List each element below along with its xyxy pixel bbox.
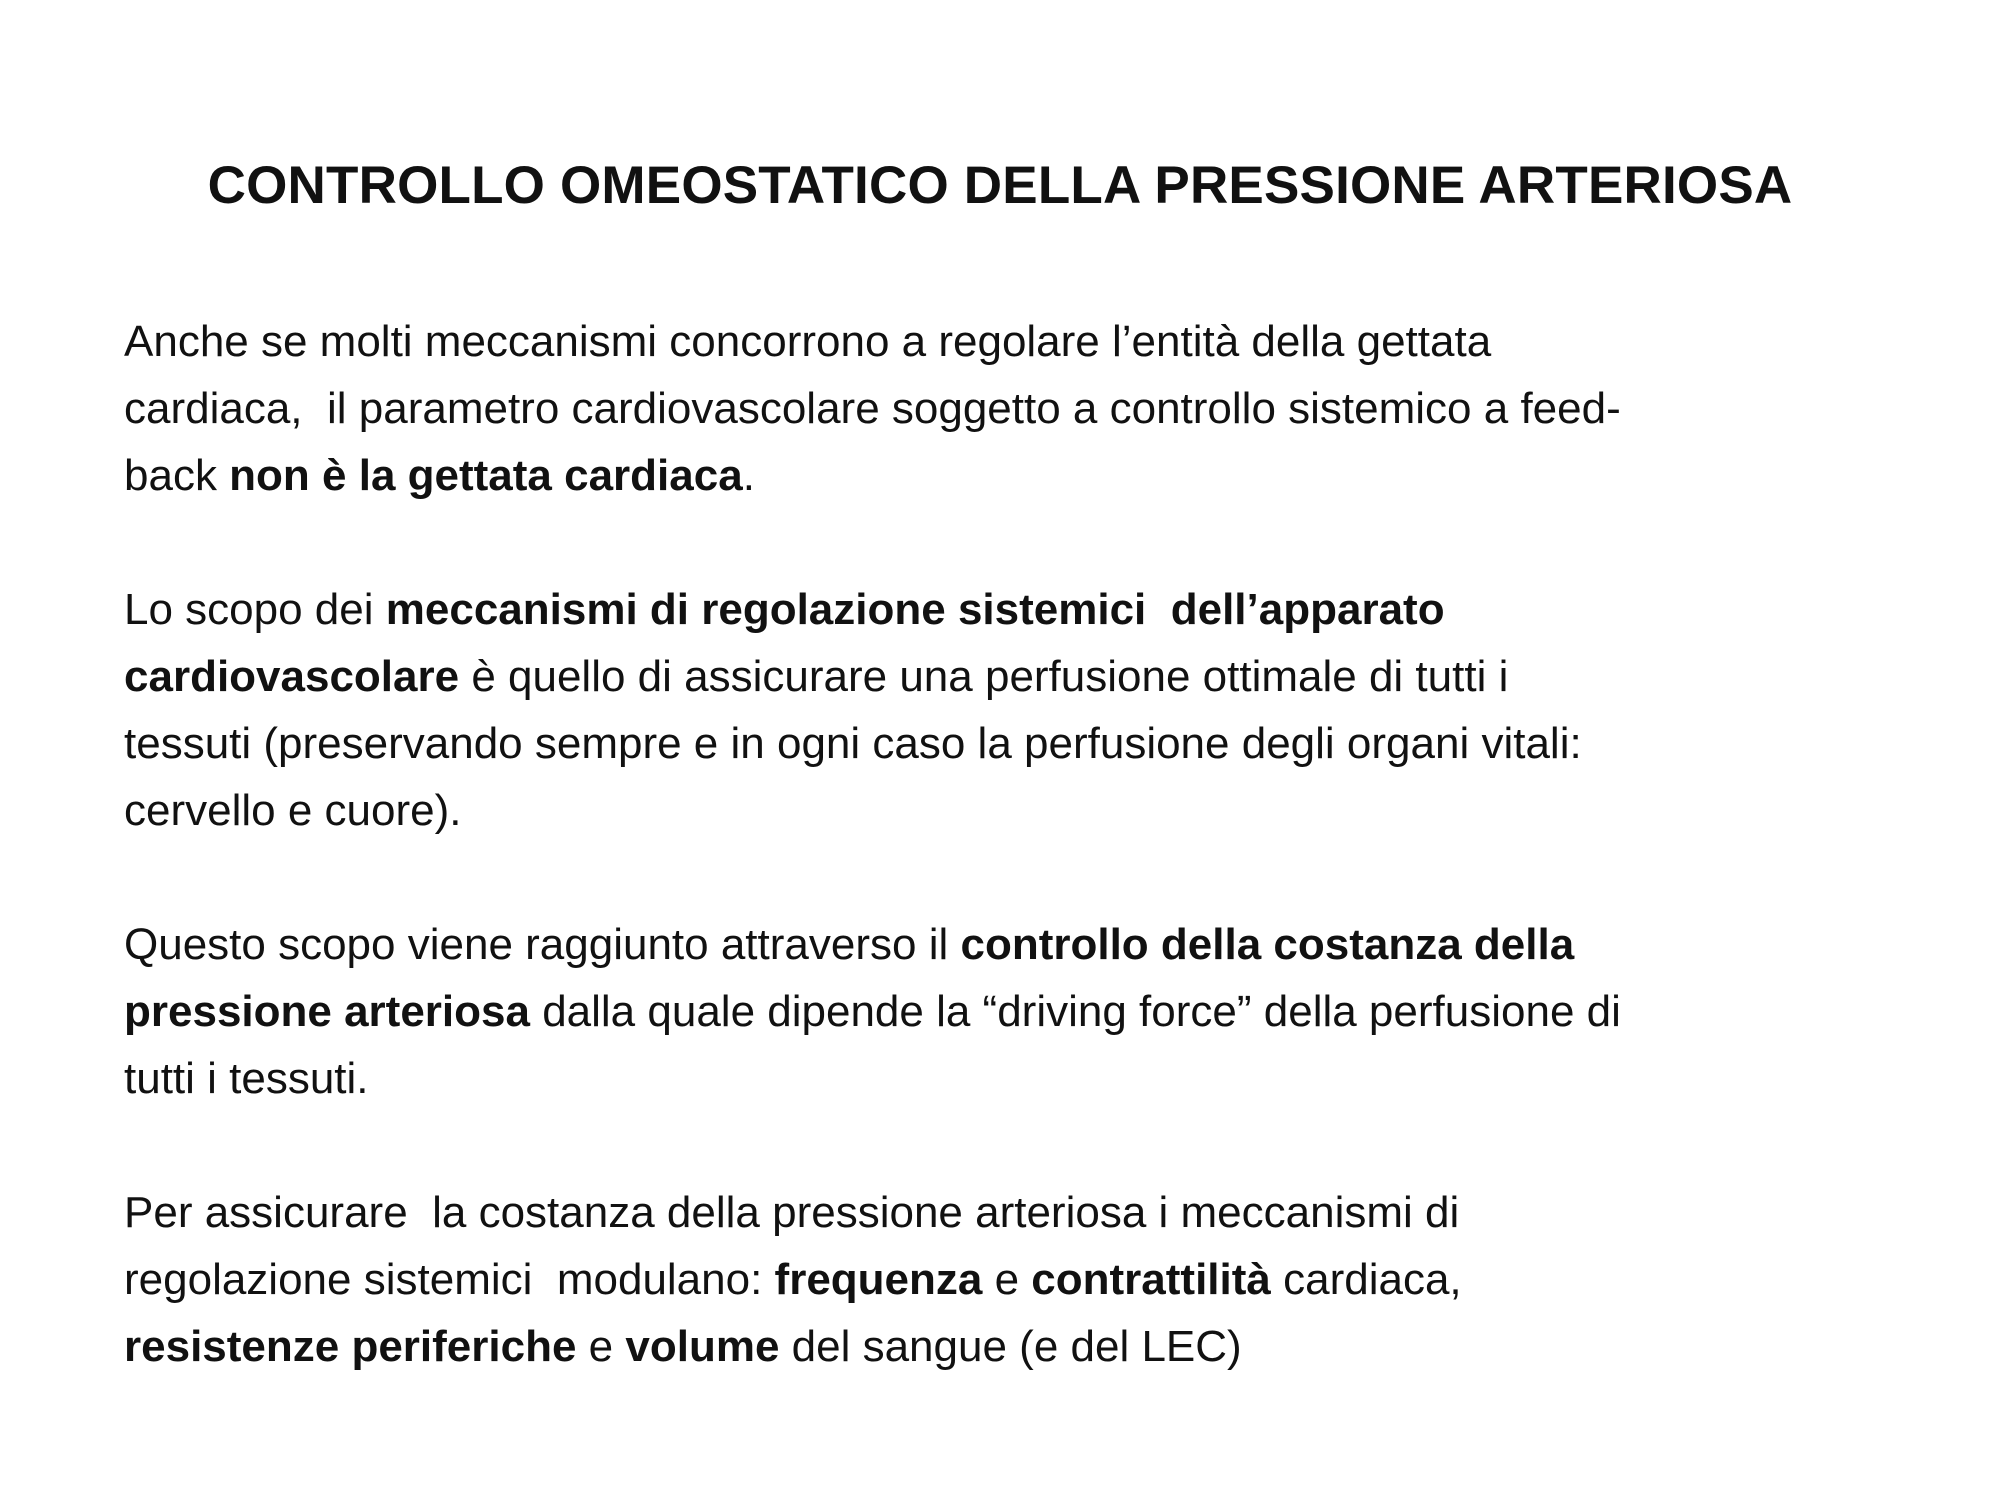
text-line: tutti i tessuti.: [124, 1054, 369, 1103]
text-line: cervello e cuore).: [124, 786, 462, 835]
text-line: [124, 911, 1914, 978]
slide-body: [124, 308, 1914, 1380]
bold-text: volume: [625, 1322, 780, 1371]
text-line: [124, 643, 1914, 710]
text-line: [124, 978, 1914, 1045]
text-line: [124, 1313, 1914, 1380]
text-span: Questo scopo viene raggiunto attraverso il: [124, 920, 961, 969]
text-span: .: [742, 451, 755, 500]
bold-text: contrattilità: [1031, 1255, 1271, 1304]
text-span: Lo scopo dei: [124, 585, 386, 634]
paragraph-regulation-purpose: [124, 576, 1914, 844]
paragraph-cardiac-output: [124, 308, 1914, 509]
paragraph-modulated-factors: [124, 1179, 1914, 1380]
text-span: e: [982, 1255, 1032, 1304]
bold-text: non è la gettata cardiaca: [229, 451, 743, 500]
text-line: [124, 442, 1914, 509]
slide-title: CONTROLLO OMEOSTATICO DELLA PRESSIONE ARTERIOSA: [207, 156, 1793, 215]
paragraph-pressure-control: [124, 911, 1914, 1112]
bold-text: pressione arteriosa: [124, 987, 530, 1036]
text-line: cardiaca, il parametro cardiovascolare soggetto a controllo sistemico a feed-: [124, 384, 1621, 433]
text-span: cardiaca,: [1270, 1255, 1462, 1304]
text-line: [124, 1246, 1914, 1313]
bold-text: resistenze periferiche: [124, 1322, 577, 1371]
text-span: del sangue (e del LEC): [779, 1322, 1242, 1371]
text-line: [124, 576, 1914, 643]
text-span: e: [576, 1322, 626, 1371]
text-span: regolazione sistemici modulano:: [124, 1255, 775, 1304]
bold-text: cardiovascolare: [124, 652, 460, 701]
bold-text: controllo della costanza della: [960, 920, 1575, 969]
text-span: dalla quale dipende la “driving force” della perfusione di: [529, 987, 1621, 1036]
text-span: back: [124, 451, 230, 500]
text-line: tessuti (preservando sempre e in ogni caso la perfusione degli organi vitali:: [124, 719, 1582, 768]
bold-text: frequenza: [774, 1255, 983, 1304]
text-span: è quello di assicurare una perfusione ottimale di tutti i: [459, 652, 1509, 701]
text-line: Anche se molti meccanismi concorrono a regolare l’entità della gettata: [124, 317, 1492, 366]
bold-text: meccanismi di regolazione sistemici dell’apparato: [385, 585, 1445, 634]
text-line: Per assicurare la costanza della pressione arteriosa i meccanismi di: [124, 1188, 1460, 1237]
